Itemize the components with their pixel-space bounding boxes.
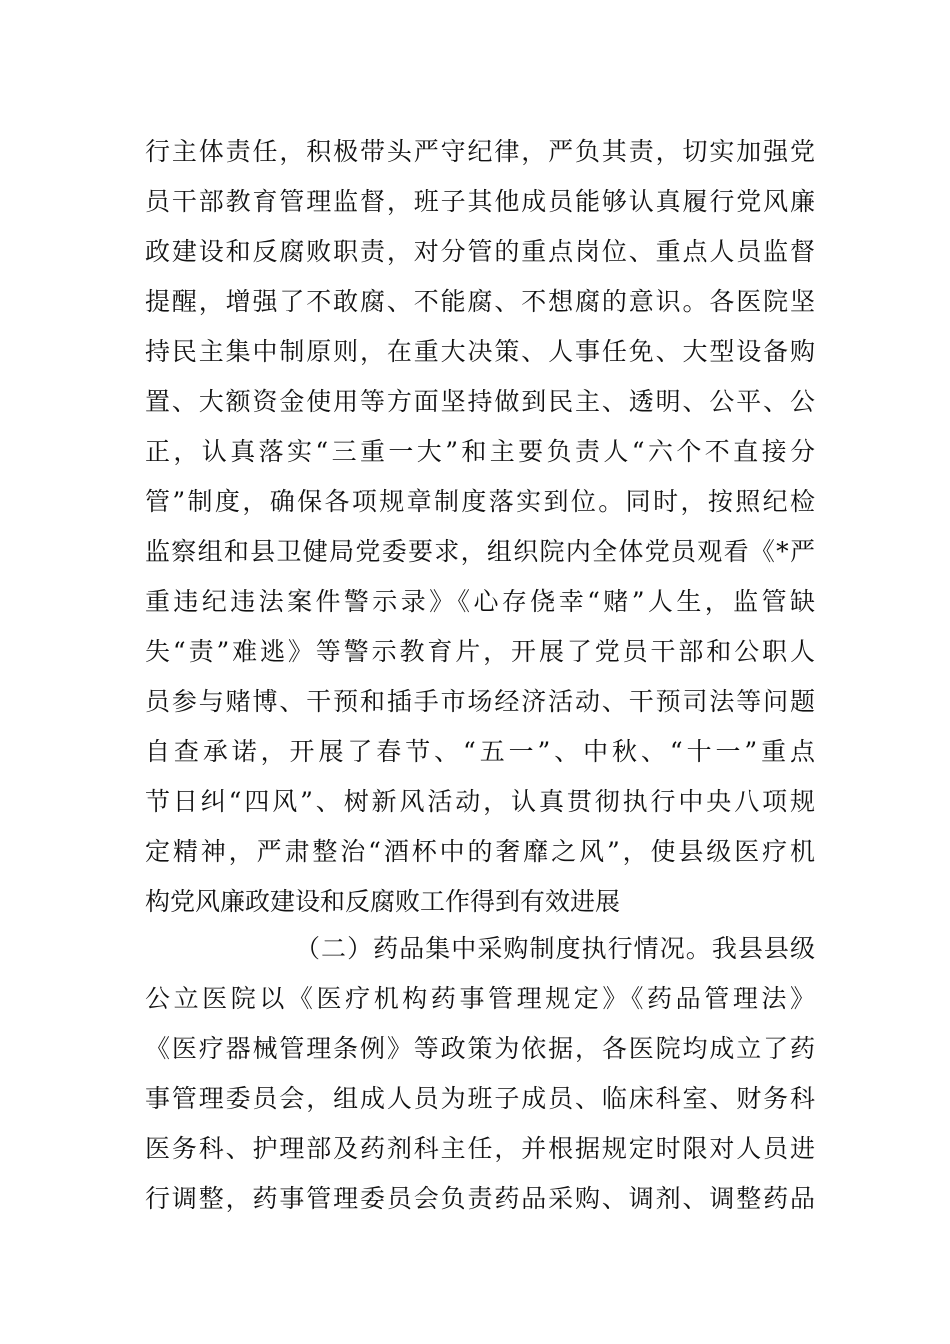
section-heading-line: （二）药品集中采购制度执行情况。我县县级 [295,934,815,963]
text-line: 事管理委员会，组成人员为班子成员、临床科室、财务科 [145,1084,815,1113]
paragraph-continued [145,127,815,927]
text-line: 监察组和县卫健局党委要求，组织院内全体党员观看《*严 [145,537,815,566]
text-line: 《医疗器械管理条例》等政策为依据，各医院均成立了药 [145,1034,815,1063]
text-line: 行主体责任，积极带头严守纪律，严负其责，切实加强党 [145,137,815,166]
text-line: 重违纪违法案件警示录》《心存侥幸“赌”人生，监管缺 [145,587,815,616]
paragraph-section-two [145,924,815,1224]
text-line: 员干部教育管理监督，班子其他成员能够认真履行党风廉 [145,187,815,216]
text-line: 持民主集中制原则，在重大决策、人事任免、大型设备购 [145,337,815,366]
text-line: 行调整，药事管理委员会负责药品采购、调剂、调整药品 [145,1184,815,1213]
text-line: 员参与赌博、干预和插手市场经济活动、干预司法等问题 [145,687,815,716]
text-line: 节日纠“四风”、树新风活动，认真贯彻执行中央八项规 [145,787,815,816]
text-line: 构党风廉政建设和反腐败工作得到有效进展 [145,887,621,916]
text-line: 失“责”难逃》等警示教育片，开展了党员干部和公职人 [145,637,815,666]
text-line: 管”制度，确保各项规章制度落实到位。同时，按照纪检 [145,487,815,516]
text-line: 提醒，增强了不敢腐、不能腐、不想腐的意识。各医院坚 [145,287,815,316]
text-line: 置、大额资金使用等方面坚持做到民主、透明、公平、公 [145,387,815,416]
text-line: 正，认真落实“三重一大”和主要负责人“六个不直接分 [145,437,815,466]
text-line: 公立医院以《医疗机构药事管理规定》《药品管理法》 [145,984,815,1013]
text-line: 政建设和反腐败职责，对分管的重点岗位、重点人员监督 [145,237,815,266]
text-line: 定精神，严肃整治“酒杯中的奢靡之风”，使县级医疗机 [145,837,815,866]
text-line: 自查承诺，开展了春节、“五一”、中秋、“十一”重点 [145,737,815,766]
text-line: 医务科、护理部及药剂科主任，并根据规定时限对人员进 [145,1134,815,1163]
